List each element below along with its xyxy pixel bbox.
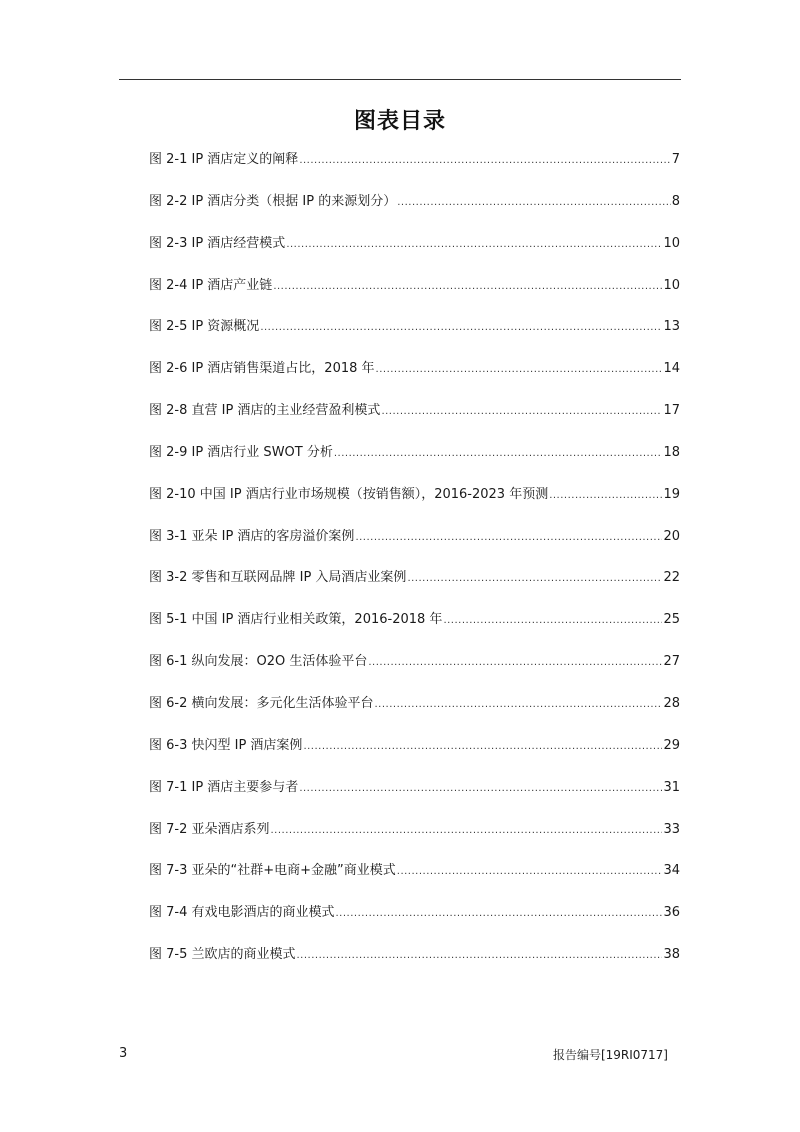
- toc-entry-label: 图 2-1 IP 酒店定义的阐释: [149, 152, 299, 167]
- toc-entry[interactable]: [149, 234, 680, 276]
- toc-dot-leader: [334, 443, 663, 464]
- toc-dot-leader: [397, 861, 663, 882]
- toc-entry[interactable]: [149, 903, 680, 945]
- toc-entry-page: 13: [663, 319, 680, 335]
- toc-entry[interactable]: [149, 485, 680, 527]
- toc-entry[interactable]: [149, 694, 680, 736]
- header-rule: [119, 79, 681, 80]
- toc-entry-page: 20: [663, 528, 680, 544]
- toc-entry-label: 图 3-1 亚朵 IP 酒店的客房溢价案例: [149, 528, 355, 544]
- toc-entry-label: 图 6-1 纵向发展：O2O 生活体验平台: [149, 654, 368, 670]
- toc-dot-leader: [299, 150, 670, 171]
- toc-entry-label: 图 2-5 IP 资源概况: [149, 319, 260, 335]
- toc-entry-page: 33: [663, 821, 680, 837]
- toc-dot-leader: [299, 778, 662, 799]
- toc-entry[interactable]: [149, 401, 680, 443]
- toc-entry-page: 27: [663, 654, 680, 670]
- toc-entry-label: 图 7-5 兰欧店的商业模式: [149, 947, 296, 963]
- toc-entry-label: 图 3-2 零售和互联网品牌 IP 入局酒店业案例: [149, 570, 407, 586]
- toc-entry[interactable]: [149, 610, 680, 652]
- toc-entry-page: 28: [663, 695, 680, 711]
- toc-entry-page: 31: [663, 779, 680, 795]
- toc-entry-label: 图 7-1 IP 酒店主要参与者: [149, 779, 299, 795]
- toc-entry-page: 14: [663, 361, 680, 377]
- toc-entry[interactable]: [149, 192, 680, 234]
- toc-entry-page: 7: [671, 152, 680, 167]
- toc-entry-page: 29: [663, 737, 680, 753]
- toc-dot-leader: [336, 903, 663, 924]
- toc-dot-leader: [355, 527, 662, 548]
- page-title: 图表目录: [353, 109, 446, 134]
- toc-dot-leader: [286, 234, 662, 255]
- toc-dot-leader: [303, 736, 662, 757]
- toc-entry[interactable]: [149, 276, 680, 318]
- toc-entry-page: 10: [663, 235, 680, 251]
- footer-page-number: 3: [119, 1046, 128, 1061]
- toc-entry-label: 图 2-3 IP 酒店经营模式: [149, 235, 286, 251]
- toc-entry-page: 17: [663, 403, 680, 419]
- toc-entry-label: 图 6-3 快闪型 IP 酒店案例: [149, 737, 303, 753]
- toc-entry-page: 25: [663, 612, 680, 628]
- toc-entry-page: 18: [663, 444, 680, 460]
- toc-entry-label: 图 2-6 IP 酒店销售渠道占比，2018 年: [149, 361, 375, 377]
- toc-entry[interactable]: [149, 736, 680, 778]
- toc-entry-label: 图 5-1 中国 IP 酒店行业相关政策，2016-2018 年: [149, 612, 443, 628]
- toc-dot-leader: [443, 610, 662, 631]
- toc-dot-leader: [549, 485, 662, 506]
- toc-entry[interactable]: [149, 443, 680, 485]
- toc-entry-label: 图 7-3 亚朵的“社群+电商+金融”商业模式: [149, 863, 396, 879]
- toc-dot-leader: [260, 317, 662, 338]
- toc-entry-page: 19: [663, 486, 680, 502]
- toc-entry[interactable]: [149, 945, 680, 987]
- table-of-figures: [149, 150, 680, 987]
- toc-entry-page: 36: [663, 905, 680, 921]
- toc-dot-leader: [376, 359, 663, 380]
- toc-dot-leader: [271, 820, 663, 841]
- toc-entry-label: 图 2-4 IP 酒店产业链: [149, 277, 273, 293]
- toc-entry[interactable]: [149, 861, 680, 903]
- toc-entry[interactable]: [149, 527, 680, 569]
- toc-dot-leader: [397, 192, 670, 213]
- toc-dot-leader: [375, 694, 663, 715]
- toc-entry[interactable]: [149, 778, 680, 820]
- toc-dot-leader: [381, 401, 662, 422]
- toc-entry-label: 图 6-2 横向发展：多元化生活体验平台: [149, 695, 374, 711]
- toc-entry-page: 34: [663, 863, 680, 879]
- toc-entry-label: 图 2-9 IP 酒店行业 SWOT 分析: [149, 444, 333, 460]
- footer-report-code: 报告编号[19RI0717]: [552, 1048, 668, 1062]
- toc-dot-leader: [407, 568, 662, 589]
- toc-entry-label: 图 2-10 中国 IP 酒店行业市场规模（按销售额），2016-2023 年预测: [149, 486, 549, 502]
- toc-entry[interactable]: [149, 150, 680, 192]
- toc-entry-page: 38: [663, 947, 680, 963]
- toc-entry-label: 图 7-4 有戏电影酒店的商业模式: [149, 905, 335, 921]
- toc-entry-label: 图 7-2 亚朵酒店系列: [149, 821, 270, 837]
- toc-entry-page: 22: [663, 570, 680, 586]
- toc-entry-label: 图 2-8 直营 IP 酒店的主业经营盈利模式: [149, 403, 381, 419]
- toc-dot-leader: [368, 652, 662, 673]
- toc-entry[interactable]: [149, 359, 680, 401]
- toc-entry[interactable]: [149, 317, 680, 359]
- toc-entry-page: 10: [663, 277, 680, 293]
- toc-entry-page: 8: [671, 193, 680, 209]
- toc-entry[interactable]: [149, 820, 680, 862]
- toc-dot-leader: [297, 945, 663, 966]
- toc-dot-leader: [273, 276, 662, 297]
- toc-entry-label: 图 2-2 IP 酒店分类（根据 IP 的来源划分）: [149, 193, 397, 209]
- toc-entry[interactable]: [149, 652, 680, 694]
- toc-entry[interactable]: [149, 568, 680, 610]
